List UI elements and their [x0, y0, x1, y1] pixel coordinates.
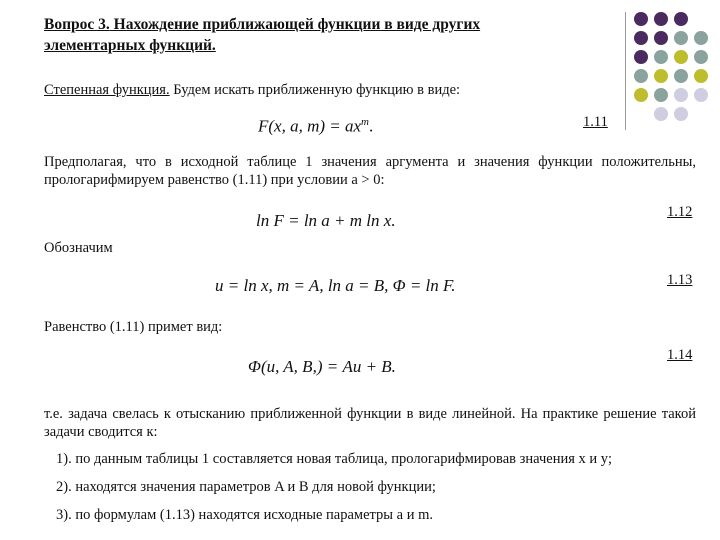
dot [694, 69, 708, 83]
equality-paragraph: Равенство (1.11) примет вид: [44, 319, 223, 335]
list-item: 2). находятся значения параметров A и B для новой функции; [56, 479, 436, 495]
dot [694, 88, 708, 102]
list-item: 1). по данным таблицы 1 составляется новая таблица, прологарифмировав значения x и y; [56, 451, 613, 467]
intro-text: Будем искать приближенную функцию в виде: [169, 82, 461, 98]
equation-body: Φ(u, A, B,) = Au + B. [248, 357, 396, 376]
equation-exponent: m [361, 116, 369, 128]
equation-1-13 [215, 276, 455, 296]
dot [654, 107, 668, 121]
dot [634, 31, 648, 45]
decorative-divider [625, 12, 626, 130]
equation-tail: . [369, 116, 374, 136]
equation-number-1-13: 1.13 [667, 272, 693, 288]
equation-number-1-11: 1.11 [583, 114, 608, 130]
question-number: Вопрос 3. [44, 16, 110, 33]
conclusion-paragraph: т.е. задача свелась к отысканию приближенной функции в виде линейной. На практике решение такой задачи сводится к: [44, 406, 696, 440]
assumption-paragraph: Предполагая, что в исходной таблице 1 значения аргумента и значения функции положительны, прологарифмируем равенство (1.11) при условии a > 0: [44, 154, 696, 188]
equation-number-1-12: 1.12 [667, 204, 693, 220]
title-line2: элементарных функций. [44, 37, 216, 54]
dot [674, 31, 688, 45]
dot [634, 12, 648, 26]
dot [654, 31, 668, 45]
intro-paragraph [44, 81, 696, 99]
dot [674, 107, 688, 121]
dot [634, 50, 648, 64]
equation-body: u = ln x, m = A, ln a = B, Φ = ln F. [215, 276, 456, 295]
equation-1-11 [258, 116, 373, 137]
dot [654, 50, 668, 64]
title-line1: Нахождение приближающей функции в виде других [109, 16, 481, 33]
equation-number-1-14: 1.14 [667, 347, 693, 363]
equation-body: F(x, a, m) = ax [258, 116, 362, 136]
dot [674, 12, 688, 26]
decorative-dot-grid [634, 12, 714, 116]
equation-1-12 [256, 211, 396, 231]
list-item: 3). по формулам (1.13) находятся исходные параметры a и m. [56, 507, 434, 523]
section-label: Степенная функция. [44, 82, 170, 98]
denote-label: Обозначим [44, 240, 113, 256]
dot [654, 12, 668, 26]
equation-body: ln F = ln a + m ln x. [256, 211, 396, 230]
page-title [44, 14, 604, 56]
dot [674, 50, 688, 64]
dot [694, 31, 708, 45]
dot [694, 50, 708, 64]
equation-1-14 [248, 357, 396, 377]
